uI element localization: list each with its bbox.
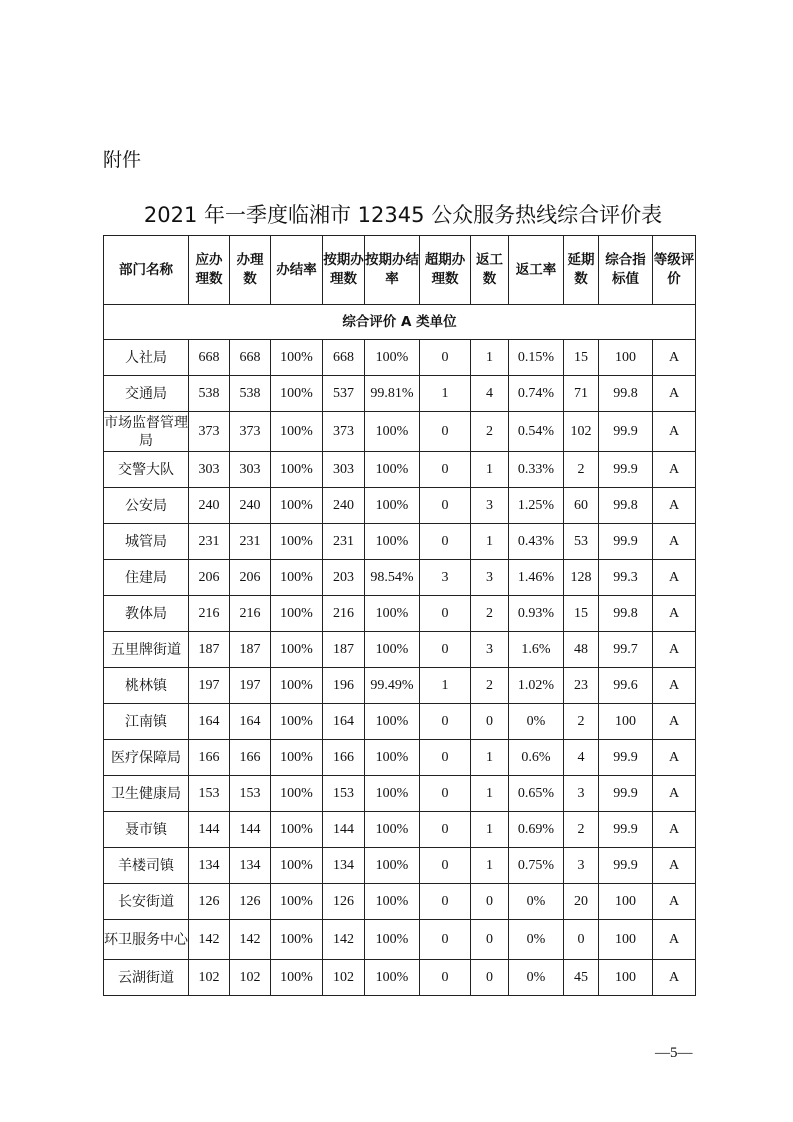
completion-rate-cell: 100% [271, 376, 323, 412]
score-cell: 99.8 [599, 376, 653, 412]
completion-rate-cell: 100% [271, 488, 323, 524]
extension-cell: 23 [564, 668, 599, 704]
header-extension: 延期数 [564, 236, 599, 305]
rework-cell: 2 [471, 596, 509, 632]
grade-cell: A [653, 524, 696, 560]
on-time-cell: 153 [323, 776, 365, 812]
table-row [104, 884, 696, 920]
on-time-rate-cell: 100% [365, 920, 420, 960]
handled-cell: 240 [230, 488, 271, 524]
table-row [104, 560, 696, 596]
extension-cell: 128 [564, 560, 599, 596]
grade-cell: A [653, 920, 696, 960]
completion-rate-cell: 100% [271, 560, 323, 596]
rework-cell: 3 [471, 488, 509, 524]
header-rework-rate: 返工率 [509, 236, 564, 305]
on-time-rate-cell: 98.54% [365, 560, 420, 596]
handled-cell: 216 [230, 596, 271, 632]
grade-cell: A [653, 884, 696, 920]
on-time-cell: 144 [323, 812, 365, 848]
dept-cell: 交通局 [104, 376, 189, 412]
rework-cell: 1 [471, 848, 509, 884]
completion-rate-cell: 100% [271, 704, 323, 740]
handled-cell: 303 [230, 452, 271, 488]
on-time-rate-cell: 100% [365, 632, 420, 668]
dept-cell: 云湖街道 [104, 960, 189, 996]
should-handle-cell: 102 [189, 960, 230, 996]
handled-cell: 102 [230, 960, 271, 996]
handled-cell: 166 [230, 740, 271, 776]
table-row [104, 960, 696, 996]
overdue-cell: 0 [420, 488, 471, 524]
on-time-cell: 537 [323, 376, 365, 412]
header-should-handle: 应办理数 [189, 236, 230, 305]
handled-cell: 538 [230, 376, 271, 412]
table-row [104, 668, 696, 704]
overdue-cell: 0 [420, 340, 471, 376]
grade-cell: A [653, 704, 696, 740]
header-on-time: 按期办理数 [323, 236, 365, 305]
rework-rate-cell: 0.15% [509, 340, 564, 376]
rework-rate-cell: 0.93% [509, 596, 564, 632]
on-time-rate-cell: 100% [365, 848, 420, 884]
extension-cell: 3 [564, 776, 599, 812]
should-handle-cell: 206 [189, 560, 230, 596]
rework-cell: 3 [471, 632, 509, 668]
overdue-cell: 0 [420, 524, 471, 560]
rework-cell: 4 [471, 376, 509, 412]
should-handle-cell: 126 [189, 884, 230, 920]
on-time-cell: 187 [323, 632, 365, 668]
on-time-rate-cell: 99.49% [365, 668, 420, 704]
header-completion-rate: 办结率 [271, 236, 323, 305]
on-time-rate-cell: 99.81% [365, 376, 420, 412]
score-cell: 99.9 [599, 776, 653, 812]
on-time-rate-cell: 100% [365, 412, 420, 452]
overdue-cell: 0 [420, 884, 471, 920]
score-cell: 99.8 [599, 488, 653, 524]
handled-cell: 206 [230, 560, 271, 596]
should-handle-cell: 134 [189, 848, 230, 884]
score-cell: 100 [599, 704, 653, 740]
grade-cell: A [653, 452, 696, 488]
on-time-rate-cell: 100% [365, 884, 420, 920]
extension-cell: 4 [564, 740, 599, 776]
dept-cell: 住建局 [104, 560, 189, 596]
completion-rate-cell: 100% [271, 340, 323, 376]
completion-rate-cell: 100% [271, 452, 323, 488]
document-title: 2021 年一季度临湘市 12345 公众服务热线综合评价表 [143, 203, 663, 227]
extension-cell: 71 [564, 376, 599, 412]
on-time-cell: 231 [323, 524, 365, 560]
table-row [104, 376, 696, 412]
page-number: —5— [655, 1045, 693, 1061]
on-time-cell: 240 [323, 488, 365, 524]
table-row [104, 596, 696, 632]
handled-cell: 144 [230, 812, 271, 848]
on-time-rate-cell: 100% [365, 596, 420, 632]
dept-cell: 市场监督管理局 [104, 412, 189, 452]
completion-rate-cell: 100% [271, 960, 323, 996]
completion-rate-cell: 100% [271, 884, 323, 920]
should-handle-cell: 538 [189, 376, 230, 412]
handled-cell: 187 [230, 632, 271, 668]
grade-cell: A [653, 376, 696, 412]
table-row [104, 488, 696, 524]
score-cell: 100 [599, 884, 653, 920]
table-row [104, 412, 696, 452]
overdue-cell: 0 [420, 920, 471, 960]
section-title: 综合评价 A 类单位 [104, 305, 696, 340]
overdue-cell: 3 [420, 560, 471, 596]
rework-rate-cell: 0% [509, 920, 564, 960]
grade-cell: A [653, 848, 696, 884]
extension-cell: 102 [564, 412, 599, 452]
handled-cell: 126 [230, 884, 271, 920]
handled-cell: 231 [230, 524, 271, 560]
completion-rate-cell: 100% [271, 848, 323, 884]
score-cell: 99.9 [599, 452, 653, 488]
dept-cell: 教体局 [104, 596, 189, 632]
rework-cell: 2 [471, 412, 509, 452]
table-header-row [104, 236, 696, 305]
score-cell: 99.9 [599, 812, 653, 848]
dept-cell: 羊楼司镇 [104, 848, 189, 884]
overdue-cell: 0 [420, 848, 471, 884]
dept-cell: 人社局 [104, 340, 189, 376]
rework-rate-cell: 1.02% [509, 668, 564, 704]
on-time-rate-cell: 100% [365, 960, 420, 996]
completion-rate-cell: 100% [271, 776, 323, 812]
on-time-cell: 134 [323, 848, 365, 884]
extension-cell: 45 [564, 960, 599, 996]
table-row [104, 632, 696, 668]
on-time-rate-cell: 100% [365, 452, 420, 488]
overdue-cell: 0 [420, 740, 471, 776]
should-handle-cell: 153 [189, 776, 230, 812]
rework-cell: 1 [471, 340, 509, 376]
handled-cell: 134 [230, 848, 271, 884]
score-cell: 99.9 [599, 412, 653, 452]
extension-cell: 2 [564, 452, 599, 488]
overdue-cell: 0 [420, 704, 471, 740]
section-row [104, 305, 696, 340]
grade-cell: A [653, 488, 696, 524]
overdue-cell: 0 [420, 632, 471, 668]
grade-cell: A [653, 412, 696, 452]
rework-rate-cell: 0% [509, 960, 564, 996]
score-cell: 99.9 [599, 848, 653, 884]
should-handle-cell: 164 [189, 704, 230, 740]
should-handle-cell: 197 [189, 668, 230, 704]
on-time-cell: 373 [323, 412, 365, 452]
on-time-cell: 203 [323, 560, 365, 596]
on-time-rate-cell: 100% [365, 524, 420, 560]
completion-rate-cell: 100% [271, 920, 323, 960]
rework-cell: 3 [471, 560, 509, 596]
overdue-cell: 0 [420, 960, 471, 996]
header-on-time-rate: 按期办结率 [365, 236, 420, 305]
score-cell: 99.8 [599, 596, 653, 632]
handled-cell: 142 [230, 920, 271, 960]
handled-cell: 164 [230, 704, 271, 740]
rework-rate-cell: 0.75% [509, 848, 564, 884]
overdue-cell: 0 [420, 776, 471, 812]
dept-cell: 桃林镇 [104, 668, 189, 704]
rework-cell: 1 [471, 524, 509, 560]
rework-cell: 0 [471, 920, 509, 960]
header-overdue: 超期办理数 [420, 236, 471, 305]
handled-cell: 197 [230, 668, 271, 704]
rework-cell: 1 [471, 740, 509, 776]
should-handle-cell: 144 [189, 812, 230, 848]
grade-cell: A [653, 560, 696, 596]
rework-cell: 2 [471, 668, 509, 704]
score-cell: 99.9 [599, 524, 653, 560]
table-row [104, 340, 696, 376]
header-score: 综合指标值 [599, 236, 653, 305]
rework-rate-cell: 0.65% [509, 776, 564, 812]
score-cell: 100 [599, 920, 653, 960]
on-time-rate-cell: 100% [365, 340, 420, 376]
should-handle-cell: 373 [189, 412, 230, 452]
rework-rate-cell: 0.54% [509, 412, 564, 452]
rework-rate-cell: 0.43% [509, 524, 564, 560]
extension-cell: 20 [564, 884, 599, 920]
dept-cell: 江南镇 [104, 704, 189, 740]
rework-rate-cell: 0% [509, 704, 564, 740]
table-row [104, 920, 696, 960]
table-row [104, 776, 696, 812]
extension-cell: 3 [564, 848, 599, 884]
table-row [104, 452, 696, 488]
completion-rate-cell: 100% [271, 740, 323, 776]
dept-cell: 聂市镇 [104, 812, 189, 848]
score-cell: 99.3 [599, 560, 653, 596]
extension-cell: 2 [564, 812, 599, 848]
table-row [104, 812, 696, 848]
dept-cell: 环卫服务中心 [104, 920, 189, 960]
completion-rate-cell: 100% [271, 668, 323, 704]
score-cell: 99.7 [599, 632, 653, 668]
should-handle-cell: 187 [189, 632, 230, 668]
extension-cell: 53 [564, 524, 599, 560]
grade-cell: A [653, 740, 696, 776]
on-time-rate-cell: 100% [365, 812, 420, 848]
completion-rate-cell: 100% [271, 524, 323, 560]
on-time-cell: 166 [323, 740, 365, 776]
extension-cell: 15 [564, 340, 599, 376]
rework-cell: 1 [471, 812, 509, 848]
header-grade: 等级评价 [653, 236, 696, 305]
rework-rate-cell: 0.69% [509, 812, 564, 848]
on-time-cell: 142 [323, 920, 365, 960]
on-time-rate-cell: 100% [365, 704, 420, 740]
dept-cell: 长安街道 [104, 884, 189, 920]
rework-cell: 0 [471, 884, 509, 920]
dept-cell: 城管局 [104, 524, 189, 560]
extension-cell: 15 [564, 596, 599, 632]
table-row [104, 704, 696, 740]
should-handle-cell: 142 [189, 920, 230, 960]
extension-cell: 0 [564, 920, 599, 960]
grade-cell: A [653, 632, 696, 668]
overdue-cell: 0 [420, 596, 471, 632]
extension-cell: 60 [564, 488, 599, 524]
handled-cell: 668 [230, 340, 271, 376]
score-cell: 99.9 [599, 740, 653, 776]
rework-rate-cell: 0% [509, 884, 564, 920]
dept-cell: 公安局 [104, 488, 189, 524]
score-cell: 100 [599, 340, 653, 376]
rework-rate-cell: 0.33% [509, 452, 564, 488]
on-time-cell: 164 [323, 704, 365, 740]
should-handle-cell: 231 [189, 524, 230, 560]
overdue-cell: 0 [420, 412, 471, 452]
header-handled: 办理数 [230, 236, 271, 305]
rework-cell: 1 [471, 452, 509, 488]
dept-cell: 医疗保障局 [104, 740, 189, 776]
grade-cell: A [653, 812, 696, 848]
should-handle-cell: 240 [189, 488, 230, 524]
evaluation-table [103, 235, 696, 996]
rework-rate-cell: 0.6% [509, 740, 564, 776]
overdue-cell: 0 [420, 452, 471, 488]
on-time-rate-cell: 100% [365, 776, 420, 812]
should-handle-cell: 216 [189, 596, 230, 632]
rework-cell: 1 [471, 776, 509, 812]
completion-rate-cell: 100% [271, 632, 323, 668]
on-time-cell: 126 [323, 884, 365, 920]
overdue-cell: 1 [420, 668, 471, 704]
on-time-cell: 303 [323, 452, 365, 488]
on-time-cell: 196 [323, 668, 365, 704]
handled-cell: 373 [230, 412, 271, 452]
table-row [104, 524, 696, 560]
rework-rate-cell: 1.46% [509, 560, 564, 596]
dept-cell: 卫生健康局 [104, 776, 189, 812]
should-handle-cell: 303 [189, 452, 230, 488]
on-time-cell: 668 [323, 340, 365, 376]
completion-rate-cell: 100% [271, 812, 323, 848]
dept-cell: 五里牌街道 [104, 632, 189, 668]
score-cell: 100 [599, 960, 653, 996]
should-handle-cell: 668 [189, 340, 230, 376]
rework-rate-cell: 1.6% [509, 632, 564, 668]
rework-rate-cell: 1.25% [509, 488, 564, 524]
header-rework: 返工数 [471, 236, 509, 305]
attachment-label: 附件 [103, 149, 142, 171]
should-handle-cell: 166 [189, 740, 230, 776]
table-row [104, 740, 696, 776]
grade-cell: A [653, 668, 696, 704]
score-cell: 99.6 [599, 668, 653, 704]
completion-rate-cell: 100% [271, 412, 323, 452]
rework-cell: 0 [471, 960, 509, 996]
on-time-cell: 102 [323, 960, 365, 996]
completion-rate-cell: 100% [271, 596, 323, 632]
grade-cell: A [653, 340, 696, 376]
rework-cell: 0 [471, 704, 509, 740]
on-time-rate-cell: 100% [365, 488, 420, 524]
header-dept: 部门名称 [104, 236, 189, 305]
extension-cell: 2 [564, 704, 599, 740]
rework-rate-cell: 0.74% [509, 376, 564, 412]
overdue-cell: 0 [420, 812, 471, 848]
on-time-cell: 216 [323, 596, 365, 632]
table-row [104, 848, 696, 884]
handled-cell: 153 [230, 776, 271, 812]
grade-cell: A [653, 960, 696, 996]
extension-cell: 48 [564, 632, 599, 668]
dept-cell: 交警大队 [104, 452, 189, 488]
on-time-rate-cell: 100% [365, 740, 420, 776]
grade-cell: A [653, 776, 696, 812]
overdue-cell: 1 [420, 376, 471, 412]
grade-cell: A [653, 596, 696, 632]
